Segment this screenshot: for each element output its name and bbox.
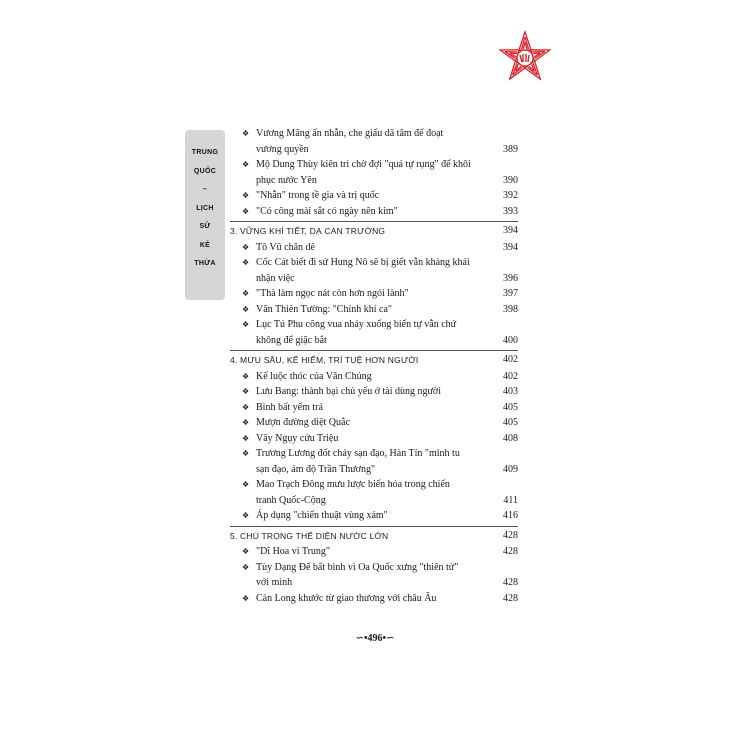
bullet-diamond-icon: ❖ [242,387,250,396]
toc-entry-title: với mình [256,577,293,588]
sidebar-title-line: QUỐC [193,167,217,175]
bullet-diamond-icon: ❖ [242,371,250,381]
toc-entry-title: Trương Lương đốt chảy sạn đạo, Hàn Tín "minh tu [256,448,460,459]
bullet-diamond-icon: ❖ [242,547,250,556]
toc-page-number: 400 [503,334,518,346]
toc-entry-title: Lục Tú Phu cõng vua nhảy xuống biển tự vẫn chứ [256,319,457,330]
toc-entry-title: Áp dụng "chiến thuật vùng xám" [256,510,388,521]
toc-page-number: 402 [503,354,518,365]
sidebar-title-line: LỊCH [196,204,214,212]
toc-entry-title: Lưu Bang: thành bại chủ yếu ở tài dùng người [256,386,441,397]
toc-page-number: 416 [503,510,518,521]
toc-page-number: 408 [503,432,518,444]
bullet-diamond-icon: ❖ [242,562,250,572]
toc-page-number: 402 [503,370,518,382]
toc-entry-title: Vây Ngụy cứu Triệu [256,432,339,444]
bullet-diamond-icon: ❖ [242,129,250,138]
toc-section-title: 5. CHÚ TRỌNG THỂ DIỆN NƯỚC LỚN [230,530,389,541]
toc-section-title: 4. MƯU SÂU, KẾ HIỂM, TRÍ TUỆ HƠN NGƯỜI [230,355,419,365]
bullet-diamond-icon: ❖ [242,289,250,298]
section-divider [230,526,518,527]
bullet-diamond-icon: ❖ [242,593,250,603]
bullet-diamond-icon: ❖ [242,206,250,216]
toc-page-number: 389 [503,143,518,155]
toc-section-title: 3. VỮNG KHÍ TIẾT, DẠ CAN TRƯỜNG [230,226,386,236]
page-number-footer [340,633,410,644]
footer-ornament-left: ∽• [355,633,368,644]
bullet-diamond-icon: ❖ [242,320,250,329]
section-divider [230,221,518,222]
bullet-diamond-icon: ❖ [242,242,250,252]
bullet-diamond-icon: ❖ [242,480,250,489]
toc-entry-title: "Nhẫn" trong tề gia và trị quốc [256,190,380,201]
toc-entry-title: Mao Trạch Đông mưu lược biến hóa trong chiến [256,479,450,490]
sidebar-title-line: THỪA [194,260,216,267]
toc-page-number: 428 [503,592,518,604]
toc-page-number: 428 [503,529,518,541]
bullet-diamond-icon: ❖ [242,433,250,443]
toc-entry-title: Cốc Cát biết đi sứ Hung Nô sẽ bị giết vẫn khảng khái [256,257,470,268]
toc-page-number: 398 [503,303,518,315]
toc-entry-title: vương quyền [256,143,309,155]
toc-entry-title: nhận việc [256,272,295,284]
toc-page-number: 393 [503,205,518,217]
bullet-diamond-icon: ❖ [242,160,250,169]
toc-entry-title: Mượn đường diệt Quắc [256,417,350,428]
sidebar-title-line: TRUNG [191,149,219,156]
toc-page-number: 405 [503,417,518,428]
toc-page-number: 428 [503,546,518,557]
toc-entry-title: "Thà làm ngọc nát còn hơn ngói lành" [256,288,409,299]
bullet-diamond-icon: ❖ [242,191,250,200]
bullet-diamond-icon: ❖ [242,258,250,267]
publisher-logo-icon [497,30,553,86]
toc-page-number: 405 [503,401,518,413]
toc-page-number: 428 [503,577,518,588]
toc-page-number: 396 [503,272,518,284]
toc-entry-title: Văn Thiên Tường: "Chính khí ca" [256,303,392,315]
toc-entry-title: không để giặc bắt [256,334,327,346]
bullet-diamond-icon: ❖ [242,402,250,412]
page-number: 496 [367,633,383,644]
toc-entry-title: Mộ Dung Thùy kiên trì chờ đợi "quả tự rụng" để khôi [256,159,471,170]
toc-page-number: 390 [503,174,518,186]
toc-entry-title: tranh Quốc-Cộng [256,494,326,506]
toc-page-number: 394 [503,225,518,236]
toc-entry-title: Binh bất yếm trá [256,401,323,413]
toc-entry-title: Vương Mãng ẩn nhẫn, che giấu dã tâm để đoạt [256,128,444,139]
sidebar-title-line: SỬ [199,223,211,230]
footer-ornament-right: •∽ [382,633,395,644]
section-divider [230,350,518,351]
sidebar-title-line: KẺ [199,241,211,249]
toc-page-number: 411 [503,494,518,506]
toc-entry-title: Tùy Dạng Đế bất bình vì Oa Quốc xưng "thiên tử" [256,561,459,573]
toc-page-number: 392 [503,190,518,201]
sidebar-title-line: – [202,186,208,193]
toc-page-number: 394 [503,241,518,253]
toc-entry-title: "Có công mài sắt có ngày nên kim" [256,205,398,217]
toc-entry-title: phục nước Yên [256,174,317,186]
toc-entry-title: Tô Vũ chăn dê [256,241,315,253]
toc-entry-title: "Dĩ Hoa vi Trung" [256,546,331,557]
bullet-diamond-icon: ❖ [242,449,250,458]
toc-page-number: 397 [503,288,518,299]
toc-page-number: 403 [503,386,518,397]
bullet-diamond-icon: ❖ [242,511,250,520]
toc-entry-title: sạn đạo, ám độ Trần Thương" [256,463,376,475]
toc-entry-title: Kế luộc thóc của Văn Chủng [256,370,372,382]
bullet-diamond-icon: ❖ [242,304,250,314]
toc-entry-title: Càn Long khước từ giao thương với châu Âu [256,592,437,604]
bullet-diamond-icon: ❖ [242,418,250,427]
running-title-sidebar [185,130,225,300]
toc-page-number: 409 [503,463,518,475]
